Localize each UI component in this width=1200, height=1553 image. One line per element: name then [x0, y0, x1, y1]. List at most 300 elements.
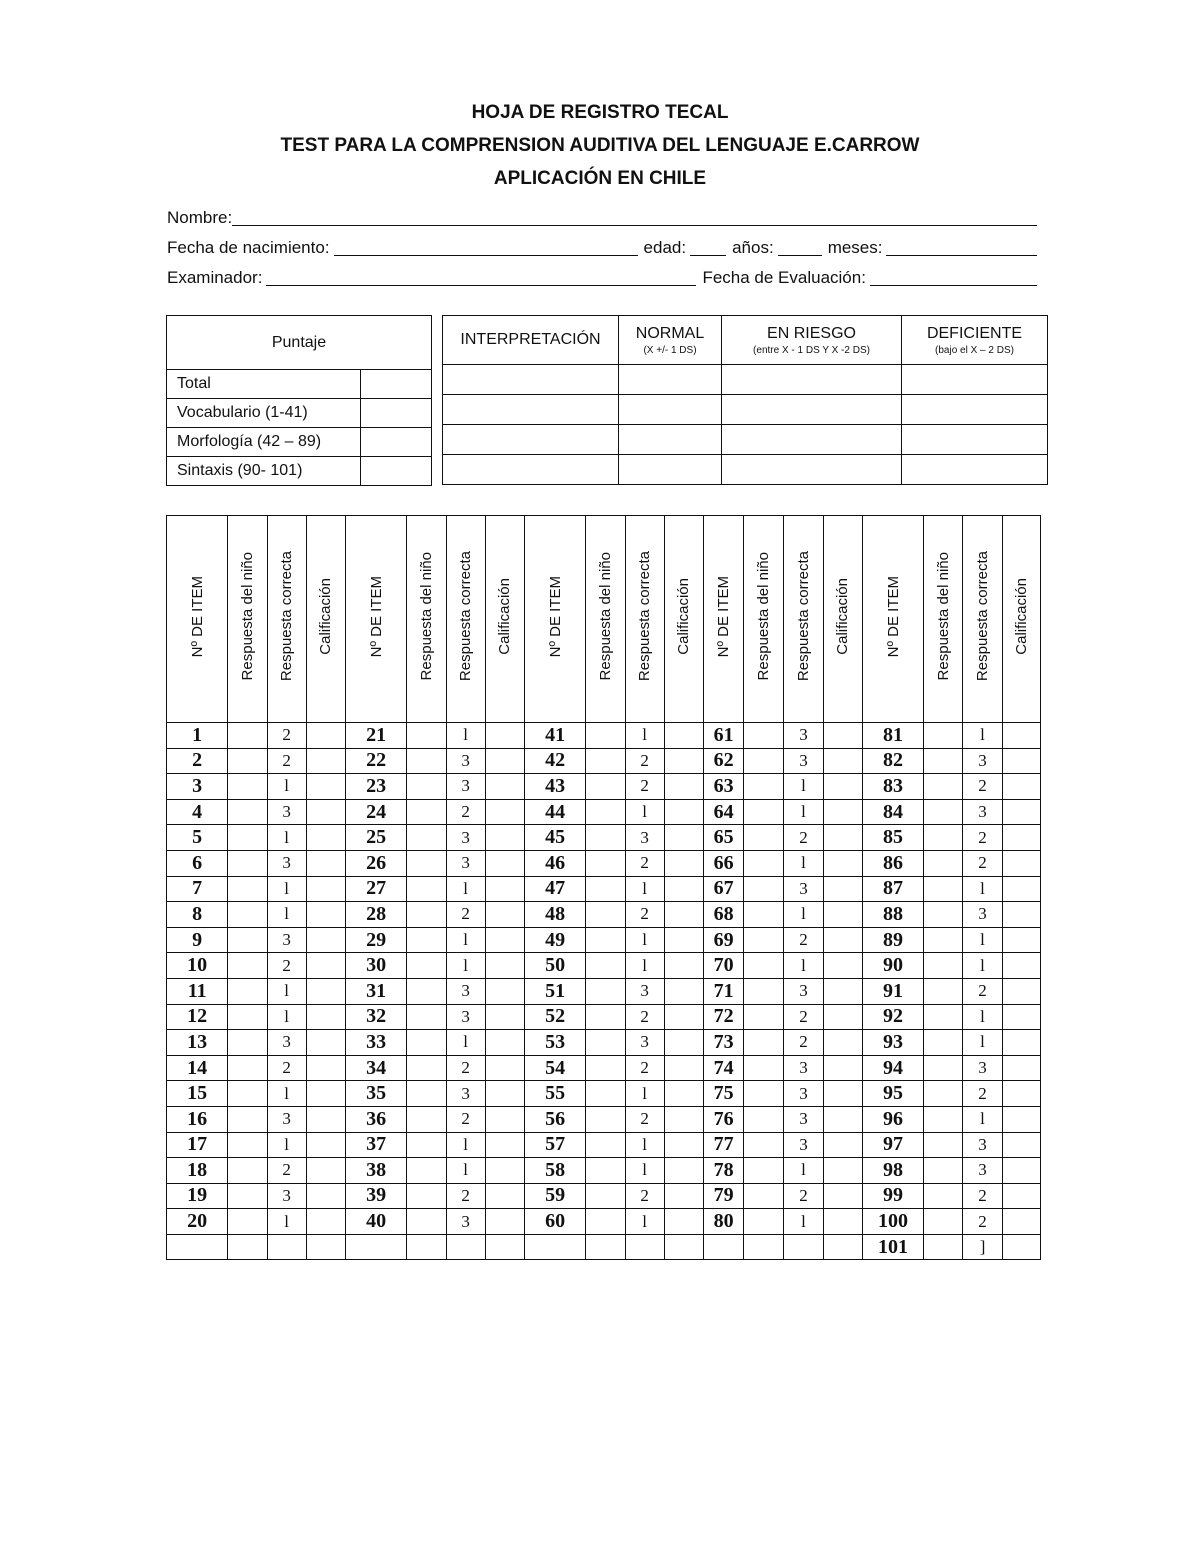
score-cell[interactable] — [485, 953, 524, 979]
score-cell[interactable] — [823, 1106, 862, 1132]
score-cell[interactable] — [823, 1234, 862, 1260]
child-response-cell[interactable] — [744, 1209, 784, 1235]
item-number: 81 — [862, 723, 923, 749]
correct-response: 3 — [267, 850, 306, 876]
child-response-cell[interactable] — [744, 1055, 784, 1081]
score-cell[interactable] — [664, 1234, 703, 1260]
score-cell[interactable] — [664, 1209, 703, 1235]
score-cell[interactable] — [664, 799, 703, 825]
score-cell[interactable] — [306, 774, 345, 800]
score-cell[interactable] — [823, 953, 862, 979]
score-cell[interactable] — [485, 1132, 524, 1158]
correct-response: l — [625, 953, 664, 979]
interp-cell[interactable] — [443, 365, 619, 395]
child-response-cell[interactable] — [228, 1055, 267, 1081]
score-cell[interactable] — [306, 825, 345, 851]
score-cell[interactable] — [485, 1234, 524, 1260]
child-response-cell[interactable] — [586, 1030, 625, 1056]
child-response-cell[interactable] — [407, 876, 446, 902]
score-cell[interactable] — [664, 825, 703, 851]
score-cell[interactable] — [485, 927, 524, 953]
normal-header — [619, 316, 722, 365]
score-cell[interactable] — [1002, 1004, 1040, 1030]
child-response-cell[interactable] — [924, 1132, 963, 1158]
score-cell[interactable] — [1002, 1132, 1040, 1158]
child-response-cell[interactable] — [586, 774, 625, 800]
correct-response-header-label: Respuesta correcta — [974, 551, 992, 682]
score-cell[interactable] — [823, 1158, 862, 1184]
item-number: 19 — [167, 1183, 228, 1209]
score-cell[interactable] — [664, 1106, 703, 1132]
score-cell[interactable] — [823, 902, 862, 928]
child-response-cell[interactable] — [228, 850, 267, 876]
child-response-header-label: Respuesta del niño — [596, 552, 614, 681]
correct-response: 2 — [784, 1183, 823, 1209]
child-response-cell[interactable] — [586, 1106, 625, 1132]
child-response-cell[interactable] — [586, 748, 625, 774]
child-response-cell[interactable] — [924, 748, 963, 774]
item-number: 23 — [346, 774, 407, 800]
child-response-cell[interactable] — [744, 1132, 784, 1158]
child-response-cell[interactable] — [586, 799, 625, 825]
correct-response: l — [267, 902, 306, 928]
child-response-cell[interactable] — [407, 1004, 446, 1030]
score-cell[interactable] — [823, 1055, 862, 1081]
score-cell[interactable] — [306, 876, 345, 902]
correct-response: 3 — [784, 1055, 823, 1081]
score-cell[interactable] — [485, 850, 524, 876]
score-cell[interactable] — [306, 902, 345, 928]
child-response-cell[interactable] — [228, 1183, 267, 1209]
child-response-cell[interactable] — [586, 1183, 625, 1209]
puntaje-sintaxis-label: Sintaxis (90- 101) — [167, 457, 361, 486]
score-cell[interactable] — [1002, 978, 1040, 1004]
anos-field[interactable] — [778, 239, 822, 256]
score-cell[interactable] — [664, 953, 703, 979]
score-cell[interactable] — [1002, 748, 1040, 774]
score-cell[interactable] — [485, 876, 524, 902]
item-number: 31 — [346, 978, 407, 1004]
score-cell[interactable] — [306, 850, 345, 876]
child-response-cell[interactable] — [744, 799, 784, 825]
child-response-cell[interactable] — [407, 953, 446, 979]
child-response-cell[interactable] — [744, 876, 784, 902]
score-cell[interactable] — [664, 1004, 703, 1030]
child-response-cell[interactable] — [407, 1132, 446, 1158]
item-number: 71 — [704, 978, 744, 1004]
interp-cell[interactable] — [722, 365, 902, 395]
child-response-cell[interactable] — [924, 876, 963, 902]
child-response-cell[interactable] — [586, 902, 625, 928]
child-response-cell[interactable] — [407, 799, 446, 825]
child-response-cell[interactable] — [924, 978, 963, 1004]
fecha-nacimiento-label: Fecha de nacimiento: — [167, 238, 330, 257]
score-cell[interactable] — [1002, 953, 1040, 979]
score-cell[interactable] — [306, 978, 345, 1004]
score-cell[interactable] — [485, 902, 524, 928]
child-response-cell[interactable] — [228, 1004, 267, 1030]
score-cell[interactable] — [664, 927, 703, 953]
score-cell[interactable] — [485, 1004, 524, 1030]
score-cell[interactable] — [306, 1081, 345, 1107]
child-response-cell[interactable] — [744, 953, 784, 979]
child-response-cell[interactable] — [744, 1106, 784, 1132]
score-cell[interactable] — [306, 799, 345, 825]
child-response-cell[interactable] — [924, 1004, 963, 1030]
score-cell[interactable] — [1002, 850, 1040, 876]
child-response-cell[interactable] — [228, 723, 267, 749]
item-number: 21 — [346, 723, 407, 749]
score-cell[interactable] — [664, 748, 703, 774]
child-response-cell[interactable] — [586, 1209, 625, 1235]
score-cell[interactable] — [664, 1158, 703, 1184]
meses-field[interactable] — [886, 239, 1037, 256]
correct-response: 2 — [625, 1004, 664, 1030]
child-response-cell[interactable] — [407, 723, 446, 749]
child-response-cell[interactable] — [924, 1234, 963, 1260]
score-cell[interactable] — [664, 774, 703, 800]
correct-response — [267, 1234, 306, 1260]
score-cell[interactable] — [485, 723, 524, 749]
child-response-cell[interactable] — [407, 1030, 446, 1056]
child-response-cell[interactable] — [228, 902, 267, 928]
score-cell[interactable] — [823, 1030, 862, 1056]
child-response-cell[interactable] — [924, 1055, 963, 1081]
score-cell[interactable] — [664, 1183, 703, 1209]
score-cell[interactable] — [1002, 1106, 1040, 1132]
correct-response: l — [784, 953, 823, 979]
score-cell[interactable] — [664, 978, 703, 1004]
score-cell[interactable] — [1002, 825, 1040, 851]
normal-label: NORMAL — [635, 324, 705, 342]
score-cell[interactable] — [485, 799, 524, 825]
child-response-cell[interactable] — [228, 927, 267, 953]
child-response-cell[interactable] — [228, 774, 267, 800]
child-response-cell[interactable] — [924, 927, 963, 953]
item-number: 75 — [704, 1081, 744, 1107]
score-cell[interactable] — [485, 748, 524, 774]
correct-response: 2 — [267, 1055, 306, 1081]
score-cell[interactable] — [1002, 1209, 1040, 1235]
score-cell[interactable] — [1002, 1030, 1040, 1056]
child-response-cell[interactable] — [228, 1132, 267, 1158]
score-cell[interactable] — [306, 1132, 345, 1158]
score-cell[interactable] — [823, 774, 862, 800]
nombre-field[interactable] — [232, 209, 1037, 226]
interp-cell[interactable] — [619, 395, 722, 425]
score-cell[interactable] — [823, 1183, 862, 1209]
interp-cell[interactable] — [902, 455, 1048, 485]
score-cell[interactable] — [1002, 876, 1040, 902]
interp-cell[interactable] — [619, 455, 722, 485]
score-cell[interactable] — [1002, 1081, 1040, 1107]
score-cell[interactable] — [306, 1004, 345, 1030]
child-response-cell[interactable] — [586, 850, 625, 876]
child-response-cell[interactable] — [744, 723, 784, 749]
child-response-cell[interactable] — [744, 1158, 784, 1184]
score-cell[interactable] — [485, 1106, 524, 1132]
child-response-cell[interactable] — [586, 1055, 625, 1081]
examinador-field[interactable] — [266, 269, 696, 286]
item-number: 84 — [862, 799, 923, 825]
score-cell[interactable] — [823, 1081, 862, 1107]
child-response-cell[interactable] — [407, 978, 446, 1004]
interp-cell[interactable] — [619, 365, 722, 395]
child-response-cell[interactable] — [744, 774, 784, 800]
child-response-cell[interactable] — [586, 825, 625, 851]
score-cell[interactable] — [1002, 902, 1040, 928]
score-cell[interactable] — [664, 876, 703, 902]
child-response-cell[interactable] — [744, 1004, 784, 1030]
table-row — [167, 927, 1041, 953]
child-response-cell[interactable] — [586, 876, 625, 902]
item-number-header — [167, 516, 228, 723]
interp-cell[interactable] — [443, 395, 619, 425]
score-cell[interactable] — [1002, 723, 1040, 749]
child-response-cell[interactable] — [924, 850, 963, 876]
child-response-cell[interactable] — [924, 1158, 963, 1184]
child-response-cell[interactable] — [586, 1004, 625, 1030]
edad-label: edad: — [643, 238, 687, 257]
score-cell[interactable] — [485, 1158, 524, 1184]
item-number: 7 — [167, 876, 228, 902]
child-response-cell[interactable] — [407, 748, 446, 774]
child-response-cell[interactable] — [586, 1158, 625, 1184]
edad-field[interactable] — [690, 239, 726, 256]
puntaje-sintaxis-value[interactable] — [361, 457, 432, 486]
child-response-cell[interactable] — [924, 723, 963, 749]
child-response-cell[interactable] — [228, 748, 267, 774]
interp-cell[interactable] — [722, 425, 902, 455]
child-response-cell[interactable] — [228, 978, 267, 1004]
item-number: 3 — [167, 774, 228, 800]
child-response-cell[interactable] — [228, 1106, 267, 1132]
score-cell[interactable] — [1002, 1234, 1040, 1260]
score-cell[interactable] — [485, 825, 524, 851]
correct-response: 3 — [963, 1158, 1002, 1184]
child-response-cell[interactable] — [924, 902, 963, 928]
score-cell[interactable] — [1002, 927, 1040, 953]
child-response-cell[interactable] — [407, 825, 446, 851]
item-number-header-label: Nº DE ITEM — [546, 575, 564, 658]
interp-cell[interactable] — [722, 455, 902, 485]
child-response-cell[interactable] — [407, 902, 446, 928]
score-cell[interactable] — [1002, 1183, 1040, 1209]
interp-cell[interactable] — [443, 425, 619, 455]
puntaje-total-value[interactable] — [361, 370, 432, 399]
interp-cell[interactable] — [902, 365, 1048, 395]
correct-response: 3 — [446, 1209, 485, 1235]
child-response-cell[interactable] — [407, 774, 446, 800]
item-number: 72 — [704, 1004, 744, 1030]
score-cell[interactable] — [306, 748, 345, 774]
child-response-cell[interactable] — [407, 1183, 446, 1209]
correct-response: 3 — [267, 1030, 306, 1056]
child-response-cell[interactable] — [586, 978, 625, 1004]
correct-response: 2 — [963, 1081, 1002, 1107]
child-response-cell[interactable] — [924, 1106, 963, 1132]
child-response-cell[interactable] — [744, 850, 784, 876]
score-cell[interactable] — [306, 1030, 345, 1056]
child-response-cell[interactable] — [407, 1209, 446, 1235]
correct-response: 2 — [267, 723, 306, 749]
puntaje-vocabulario-value[interactable] — [361, 399, 432, 428]
score-cell[interactable] — [485, 1183, 524, 1209]
fecha-evaluacion-field[interactable] — [870, 269, 1037, 286]
correct-response: 3 — [784, 748, 823, 774]
child-response-cell[interactable] — [924, 799, 963, 825]
child-response-cell[interactable] — [744, 902, 784, 928]
score-cell[interactable] — [823, 825, 862, 851]
score-cell[interactable] — [664, 1081, 703, 1107]
score-cell[interactable] — [664, 902, 703, 928]
table-row — [167, 723, 1041, 749]
score-cell[interactable] — [485, 978, 524, 1004]
score-cell[interactable] — [485, 1209, 524, 1235]
item-number: 1 — [167, 723, 228, 749]
child-response-cell[interactable] — [407, 927, 446, 953]
child-response-cell[interactable] — [228, 876, 267, 902]
child-response-cell[interactable] — [744, 748, 784, 774]
child-response-cell[interactable] — [407, 1158, 446, 1184]
child-response-cell[interactable] — [228, 1209, 267, 1235]
child-response-cell[interactable] — [744, 1234, 784, 1260]
score-cell[interactable] — [485, 1081, 524, 1107]
item-number: 64 — [704, 799, 744, 825]
interp-cell[interactable] — [722, 395, 902, 425]
child-response-cell[interactable] — [924, 1030, 963, 1056]
score-cell[interactable] — [306, 927, 345, 953]
child-response-cell[interactable] — [924, 1081, 963, 1107]
score-cell[interactable] — [664, 723, 703, 749]
child-response-cell[interactable] — [228, 825, 267, 851]
examinador-row — [167, 258, 1037, 288]
child-response-cell[interactable] — [586, 1234, 625, 1260]
score-cell[interactable] — [823, 876, 862, 902]
child-response-cell[interactable] — [744, 825, 784, 851]
correct-response: l — [625, 876, 664, 902]
correct-response: 3 — [446, 1081, 485, 1107]
item-number: 58 — [525, 1158, 586, 1184]
child-response-cell[interactable] — [744, 978, 784, 1004]
score-cell[interactable] — [306, 1106, 345, 1132]
child-response-cell[interactable] — [744, 927, 784, 953]
score-cell[interactable] — [823, 748, 862, 774]
child-response-cell[interactable] — [228, 799, 267, 825]
correct-response: l — [963, 927, 1002, 953]
interp-cell[interactable] — [619, 425, 722, 455]
child-response-cell[interactable] — [407, 1106, 446, 1132]
child-response-cell[interactable] — [407, 850, 446, 876]
score-cell[interactable] — [664, 850, 703, 876]
score-cell[interactable] — [306, 723, 345, 749]
item-number: 50 — [525, 953, 586, 979]
score-cell[interactable] — [485, 1030, 524, 1056]
correct-response: l — [267, 1209, 306, 1235]
score-cell[interactable] — [823, 927, 862, 953]
table-row — [167, 876, 1041, 902]
child-response-cell[interactable] — [407, 1081, 446, 1107]
score-cell[interactable] — [664, 1132, 703, 1158]
child-response-cell[interactable] — [228, 1081, 267, 1107]
child-response-cell[interactable] — [586, 723, 625, 749]
deficiente-header — [902, 316, 1048, 365]
correct-response: 3 — [963, 748, 1002, 774]
riesgo-header — [722, 316, 902, 365]
score-cell[interactable] — [306, 1209, 345, 1235]
child-response-cell[interactable] — [407, 1234, 446, 1260]
score-cell[interactable] — [306, 1055, 345, 1081]
child-response-cell[interactable] — [228, 953, 267, 979]
score-header-label: Calificación — [675, 578, 693, 655]
title-line-1: HOJA DE REGISTRO TECAL — [471, 102, 729, 123]
score-cell[interactable] — [306, 953, 345, 979]
score-cell[interactable] — [823, 1004, 862, 1030]
score-cell[interactable] — [306, 1183, 345, 1209]
child-response-cell[interactable] — [228, 1030, 267, 1056]
score-cell[interactable] — [823, 850, 862, 876]
child-response-cell[interactable] — [407, 1055, 446, 1081]
child-response-cell[interactable] — [924, 1183, 963, 1209]
child-response-cell[interactable] — [924, 1209, 963, 1235]
fecha-nacimiento-field[interactable] — [334, 239, 638, 256]
child-response-cell[interactable] — [924, 774, 963, 800]
score-cell[interactable] — [664, 1055, 703, 1081]
child-response-cell[interactable] — [924, 825, 963, 851]
correct-response: l — [784, 902, 823, 928]
score-cell[interactable] — [1002, 1055, 1040, 1081]
score-cell[interactable] — [1002, 799, 1040, 825]
score-cell[interactable] — [823, 723, 862, 749]
item-number: 90 — [862, 953, 923, 979]
patient-fields — [167, 198, 1037, 288]
puntaje-morfologia-value[interactable] — [361, 428, 432, 457]
child-response-cell[interactable] — [586, 927, 625, 953]
interp-cell[interactable] — [443, 455, 619, 485]
child-response-cell[interactable] — [228, 1158, 267, 1184]
score-cell[interactable] — [823, 799, 862, 825]
score-cell[interactable] — [306, 1158, 345, 1184]
item-number: 47 — [525, 876, 586, 902]
score-cell[interactable] — [485, 1055, 524, 1081]
score-header — [485, 516, 524, 723]
score-cell[interactable] — [1002, 774, 1040, 800]
item-number: 13 — [167, 1030, 228, 1056]
child-response-cell[interactable] — [228, 1234, 267, 1260]
child-response-cell[interactable] — [924, 953, 963, 979]
interp-cell[interactable] — [902, 395, 1048, 425]
table-row — [167, 1055, 1041, 1081]
score-cell[interactable] — [823, 1132, 862, 1158]
score-cell[interactable] — [664, 1030, 703, 1056]
table-row — [167, 799, 1041, 825]
score-cell[interactable] — [1002, 1158, 1040, 1184]
child-response-cell[interactable] — [586, 1081, 625, 1107]
score-cell[interactable] — [823, 1209, 862, 1235]
child-response-cell[interactable] — [744, 1030, 784, 1056]
child-response-cell[interactable] — [586, 953, 625, 979]
child-response-header — [924, 516, 963, 723]
child-response-cell[interactable] — [744, 1183, 784, 1209]
item-number: 95 — [862, 1081, 923, 1107]
correct-response: 3 — [446, 825, 485, 851]
score-cell[interactable] — [823, 978, 862, 1004]
child-response-cell[interactable] — [744, 1081, 784, 1107]
interp-cell[interactable] — [902, 425, 1048, 455]
score-cell[interactable] — [306, 1234, 345, 1260]
score-cell[interactable] — [485, 774, 524, 800]
child-response-cell[interactable] — [586, 1132, 625, 1158]
